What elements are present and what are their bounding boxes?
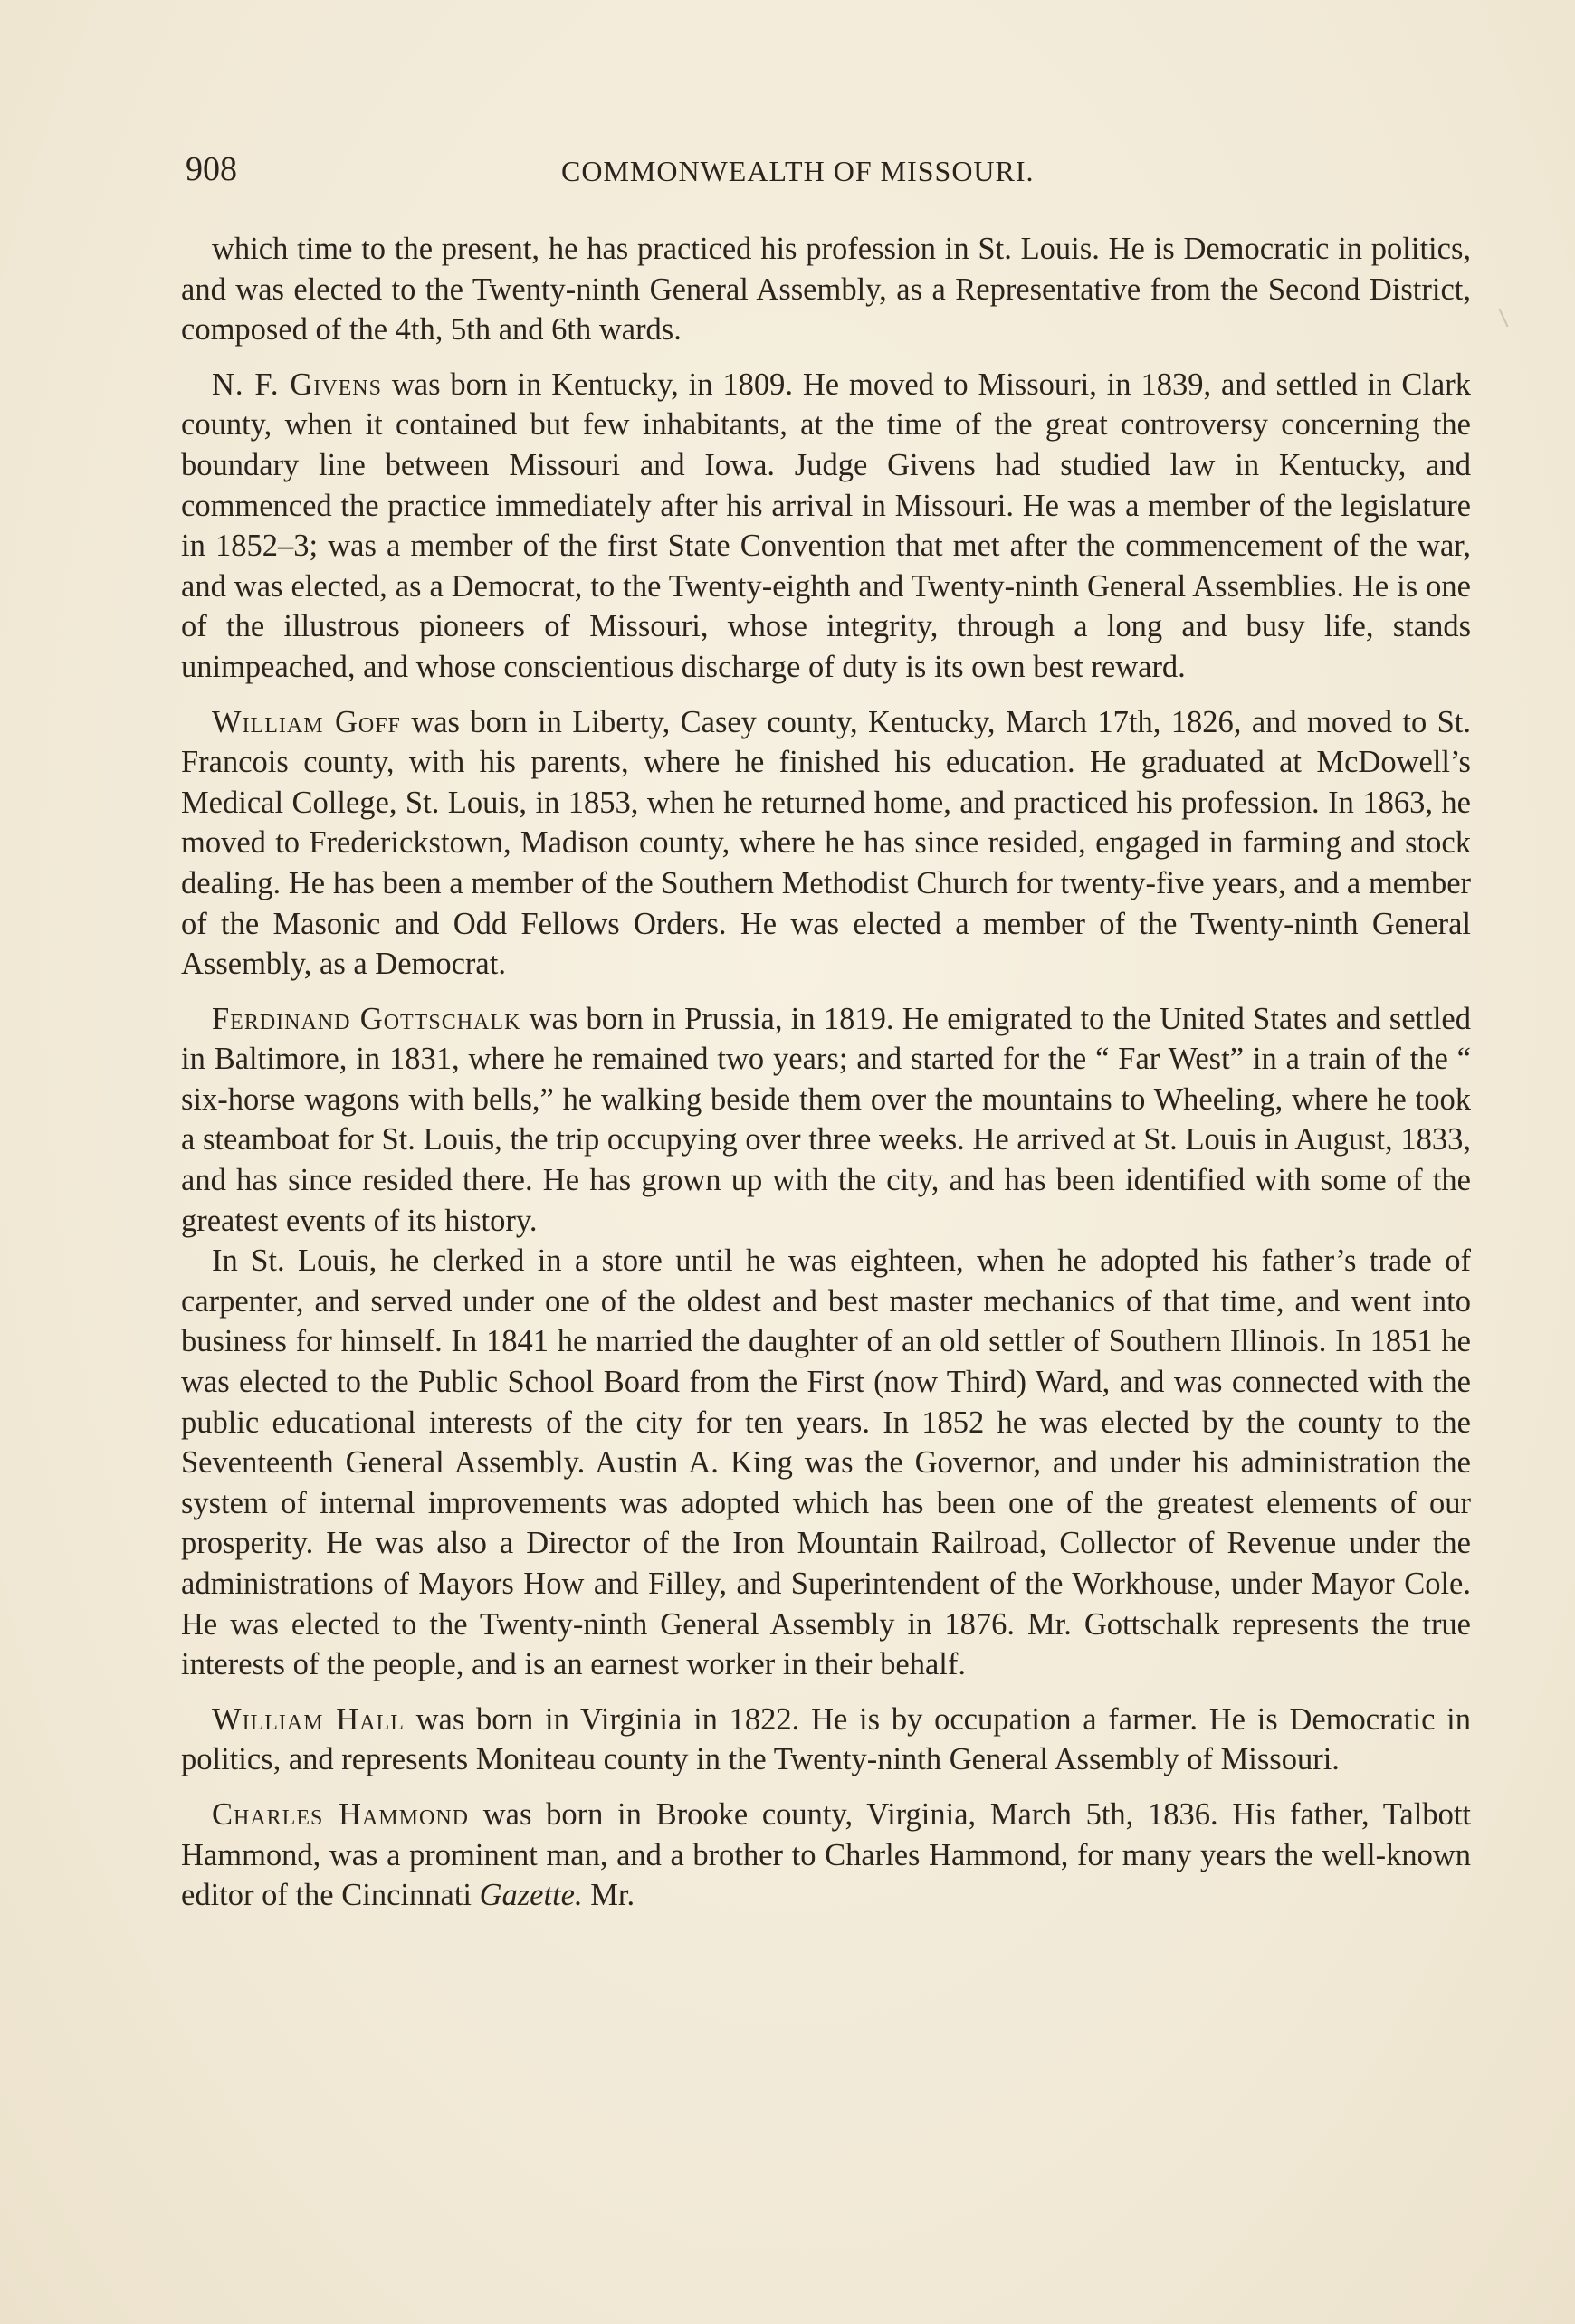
paragraph-text: In St. Louis, he clerked in a store until he was eighteen, when he adopted his father’s trade of carpenter, and served under one of the oldest and best master mechanics of that time, and went into business for himself. In 1841 he married the daughter of an old settler of Southern Illinois. In 1851 he was elected to the Public School Board from the First (now Third) Ward, and was connected with the public educational interests of the city for ten years. In 1852 he was elected by the county to the Seventeenth General Assembly. Austin A. King was the Governor, and under his administration the system of internal improvements was adopted which has been one of the greatest elements of our prosperity. He was also a Director of the Iron Mountain Railroad, Collector of Revenue under the administrations of Mayors How and Filley, and Superintendent of the Workhouse, under Mayor Cole. He was elected to the Twenty-ninth General Assembly in 1876. Mr. Gottschalk represents the true interests of the people, and is an earnest worker in their behalf. — [181, 1243, 1471, 1682]
paragraph-continued — [181, 229, 1471, 350]
paragraph-text: which time to the present, he has practiced his profession in St. Louis. He is Democratic in politics, and was elected to the Twenty-ninth General Assembly, as a Representative from the Second District, composed of the 4th, 5th and 6th wards. — [181, 232, 1471, 348]
paragraph-text: was born in Virginia in 1822. He is by occupation a farmer. He is Democratic in politics, and represents Moniteau county in the Twenty-ninth General Assembly of Missouri. — [181, 1701, 1471, 1777]
paragraph-text: was born in Liberty, Casey county, Kentucky, March 17th, 1826, and moved to St. Francois county, with his parents, where he finished his education. He graduated at McDowell’s Medical College, St. Louis, in 1853, when he returned home, and practiced his profession. In 1863, he moved to Frederickstown, Madison county, where he has since resided, engaged in farming and stock dealing. He has been a member of the Southern Methodist Church for twenty-five years, and a member of the Masonic and Odd Fellows Orders. He was elected a member of the Twenty-ninth General Assembly, as a Democrat. — [181, 704, 1471, 982]
paragraph-gottschalk-continued — [181, 1241, 1471, 1685]
paragraph-text: was born in Brooke county, Virginia, March 5th, 1836. His father, Talbott Hammond, was a prominent man, and a brother to Charles Hammond, for many years the well-known editor of the Cincinnati — [181, 1796, 1471, 1913]
newspaper-title: Gazette. — [479, 1878, 583, 1913]
person-name: William Goff — [212, 704, 401, 739]
paragraph-text-tail: Mr. — [582, 1878, 635, 1913]
page-header — [186, 149, 1181, 195]
paragraph-text: was born in Kentucky, in 1809. He moved to Missouri, in 1839, and settled in Clark county, when it contained but few inhabitants, at the time of the great controversy concerning the boundary line between Missouri and Iowa. Judge Givens had studied law in Kentucky, and commenced the practice immediately after his arrival in Missouri. He was a member of the legislature in 1852–3; was a member of the first State Convention that met after the commencement of the war, and was elected, as a Democrat, to the Twenty-eighth and Twenty-ninth General Assemblies. He is one of the illustrous pioneers of Missouri, whose integrity, through a long and busy life, stands unimpeached, and whose conscientious discharge of duty is its own best reward. — [181, 367, 1471, 684]
paragraph-hammond — [181, 1795, 1471, 1916]
person-name: N. F. Givens — [212, 367, 382, 402]
paragraph-text: was born in Prussia, in 1819. He emigrated to the United States and settled in Baltimore, in 1831, where he remained two years; and started for the “ Far West” in a train of the “ six-horse wagons with bells,” he walking beside them over the mountains to Wheeling, where he took a steamboat for St. Louis, the trip occupying over three weeks. He arrived at St. Louis in August, 1833, and has since resided there. He has grown up with the city, and has been identified with some of the greatest events of its history. — [181, 1001, 1471, 1238]
running-title: COMMONWEALTH OF MISSOURI. — [561, 155, 1035, 187]
paragraph-gottschalk — [181, 999, 1471, 1242]
person-name: Ferdinand Gottschalk — [212, 1001, 521, 1036]
page-edge-mark — [1498, 309, 1508, 328]
body-text — [181, 229, 1471, 1916]
person-name: William Hall — [212, 1701, 405, 1737]
page-number: 908 — [186, 150, 237, 188]
paragraph-givens — [181, 365, 1471, 688]
paragraph-goff — [181, 702, 1471, 985]
person-name: Charles Hammond — [212, 1796, 469, 1832]
paragraph-hall — [181, 1700, 1471, 1780]
